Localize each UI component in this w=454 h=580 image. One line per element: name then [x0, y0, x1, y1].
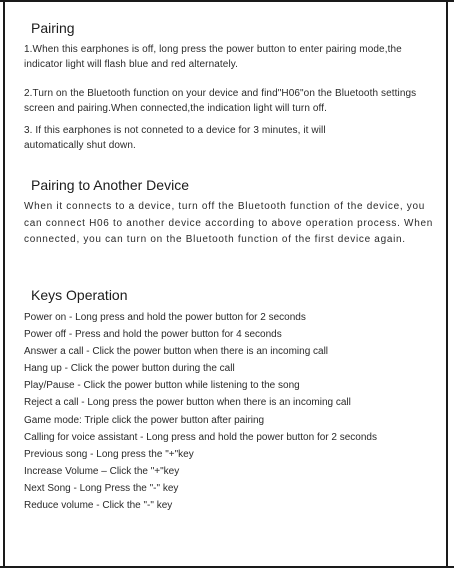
pairing-heading: Pairing [31, 20, 75, 36]
key-power-on: Power on - Long press and hold the power button for 2 seconds [24, 312, 306, 323]
bottom-border [0, 566, 454, 568]
another-device-heading: Pairing to Another Device [31, 177, 189, 193]
top-border [0, 0, 454, 2]
key-game-mode: Game mode: Triple click the power button after pairing [24, 414, 265, 426]
key-play-pause: Play/Pause - Click the power button while listening to the song [24, 380, 300, 392]
key-next-song: Next Song - Long Press the "-" key [24, 482, 179, 494]
key-hang-up: Hang up - Click the power button during the call [24, 363, 235, 375]
another-device-text: When it connects to a device, turn off the Bluetooth function of the device, you can connect H06 to another device according to above operation process. When connected, you can turn on the Bluetooth function of the first device again. [24, 201, 433, 245]
keys-list [24, 309, 444, 514]
key-reject-call: Reject a call - Long press the power button when there is an incoming call [24, 397, 351, 409]
key-increase-volume: Increase Volume – Click the "+"key [24, 465, 180, 477]
key-answer-call: Answer a call - Click the power button when there is an incoming call [24, 346, 329, 358]
left-border [3, 0, 5, 566]
pairing-step-3: 3. If this earphones is not conneted to a device for 3 minutes, it will automatically shut down. [24, 125, 326, 151]
pairing-step-2: 2.Turn on the Bluetooth function on your device and find"H06"on the Bluetooth settings screen and pairing.When connected,the indication light will turn off. [24, 88, 417, 114]
right-border [446, 0, 448, 566]
keys-heading: Keys Operation [31, 287, 128, 303]
key-reduce-volume: Reduce volume - Click the "-" key [24, 500, 173, 512]
key-power-off: Power off - Press and hold the power button for 4 seconds [24, 329, 282, 341]
pairing-step-1: 1.When this earphones is off, long press the power button to enter pairing mode,the indicator light will flash blue and red alternately. [24, 44, 402, 70]
key-voice-assistant: Calling for voice assistant - Long press and hold the power button for 2 seconds [24, 431, 377, 443]
key-previous-song: Previous song - Long press the "+"key [24, 448, 194, 460]
